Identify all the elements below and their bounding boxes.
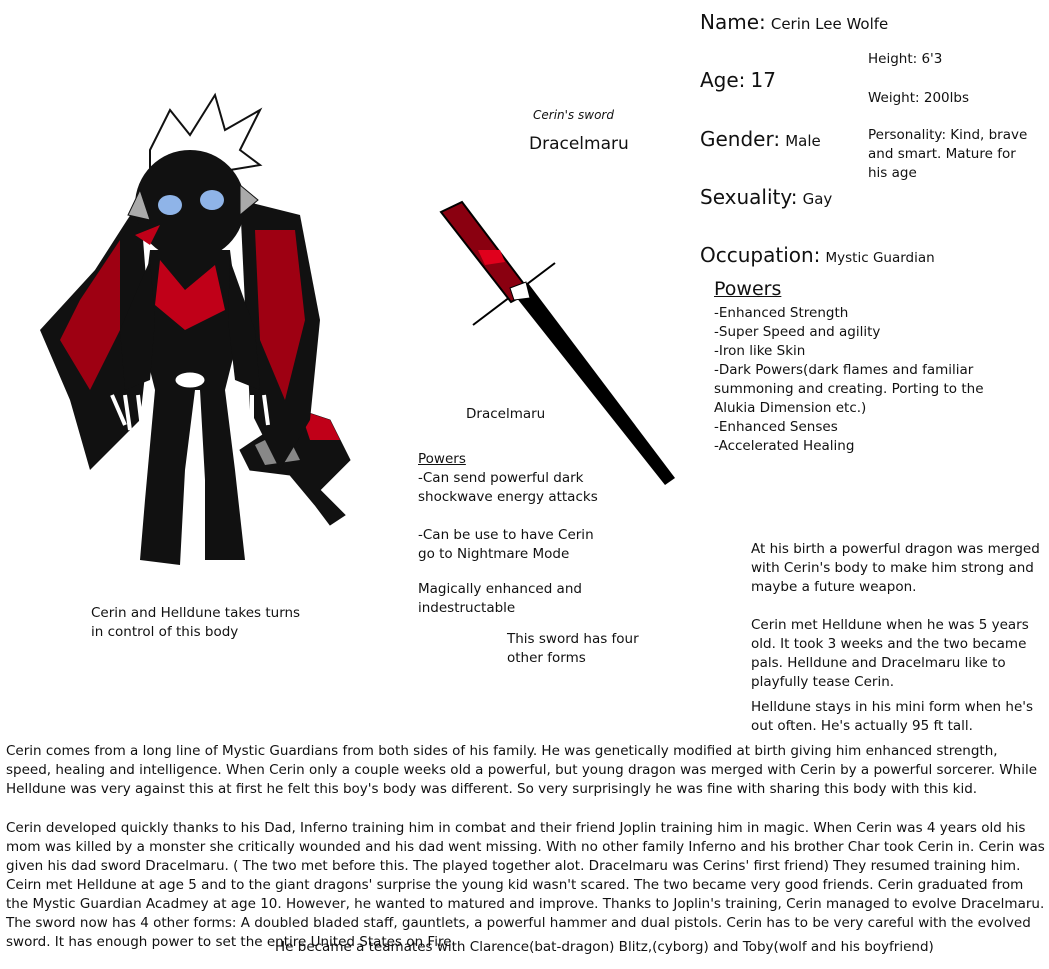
left-leg (140, 390, 195, 565)
height: Height: 6'3 (868, 51, 943, 67)
bio-paragraph-1: Cerin comes from a long line of Mystic Guardians from both sides of his family. He was genetically modified at birth giving him enhanced strength, speed, healing and intelligence. When Cerin only a couple weeks old a powerful, but young dragon was merged with Cerin by a powerful sorcerer. While Helldune was very against this at first he felt this boy's body was different. So very surprisingly he was fine with sharing this body with this kid. (6, 743, 1037, 797)
right-eye (200, 190, 224, 210)
power-item: -Dark Powers(dark flames and familiar summoning and creating. Porting to the Alukia Dimension etc.) (714, 362, 984, 416)
sexuality-row (700, 185, 832, 209)
sexuality-label: Sexuality: (700, 185, 798, 209)
sword-power-shockwave: -Can send powerful dark shockwave energy attacks (418, 470, 598, 505)
occupation-value: Mystic Guardian (825, 250, 935, 266)
power-item: -Iron like Skin (714, 343, 806, 359)
sword-title: Dracelmaru (529, 134, 629, 154)
bio-teammates: He became a teamates with Clarence(bat-dragon) Blitz,(cyborg) and Toby(wolf and his boyfriend) (275, 939, 934, 955)
powers-list (714, 304, 994, 456)
power-item: -Enhanced Senses (714, 419, 838, 435)
gender-value: Male (785, 132, 821, 150)
name-label: Name: (700, 10, 766, 34)
age-value: 17 (750, 68, 776, 92)
met-note: Cerin met Helldune when he was 5 years old. It took 3 weeks and the two became pals. Helldune and Dracelmaru like to playfully tease Cerin. (751, 617, 1029, 690)
powers-heading: Powers (714, 278, 782, 300)
personality: Personality: Kind, brave and smart. Mature for his age (868, 127, 1028, 181)
sword-power-indestructible: Magically enhanced and indestructable (418, 581, 582, 616)
occupation-label: Occupation: (700, 243, 821, 267)
left-eye (158, 195, 182, 215)
weight: Weight: 200lbs (868, 90, 969, 106)
power-item: -Super Speed and agility (714, 324, 881, 340)
mini-form-note: Helldune stays in his mini form when he's out often. He's actually 95 ft tall. (751, 699, 1034, 734)
age-label: Age: (700, 68, 746, 92)
age-row (700, 68, 776, 92)
sword-powers-heading: Powers (418, 451, 466, 467)
sword-label: Dracelmaru (466, 406, 546, 422)
gender-label: Gender: (700, 127, 781, 151)
bio-paragraph-2: Cerin developed quickly thanks to his Dad, Inferno training him in combat and their friend Joplin training him in magic. When Cerin was 4 years old his mom was killed by a monster she critically wounded and his dad went missing. With no other family Inferno and his brother Char took Cerin in. Cerin was given his dad sword Dracelmaru. ( The two met before this. The played together alot. Dracelmaru was Cerins' first friend) They resumed training him. Ceirn met Helldune at age 5 and to the giant dragons' surprise the young kid wasn't scared. The two became very good friends. Cerin graduated from the Mystic Guardian Acadmey at age 10. However, he wanted to matured and improve. Thanks to Joplin's training, Cerin managed to evolve Dracelmaru. The sword now has 4 other forms: A doubled bladed staff, gauntlets, a powerful hammer and dual pistols. Cerin has to be very careful with the evolved sword. It has enough power to set the entire United States on Fire. (6, 820, 1045, 950)
birth-note: At his birth a powerful dragon was merged with Cerin's body to make him strong and maybe a future weapon. (751, 541, 1040, 595)
sword-caption: Cerin's sword (533, 108, 614, 122)
sword-forms-note: This sword has four other forms (507, 631, 639, 666)
belly-patch (175, 372, 205, 388)
gender-row (700, 127, 821, 151)
sexuality-value: Gay (802, 190, 833, 208)
character-caption: Cerin and Helldune takes turns in control of this body (91, 605, 301, 640)
sword-power-nightmare: -Can be use to have Cerin go to Nightmare Mode (418, 527, 594, 562)
occupation-row (700, 243, 935, 268)
character-illustration (0, 90, 400, 570)
sword-powers (418, 450, 598, 618)
head (135, 150, 245, 260)
name-value: Cerin Lee Wolfe (770, 15, 889, 33)
sword-illustration (430, 190, 690, 490)
name-row (700, 10, 888, 34)
power-item: -Accelerated Healing (714, 438, 855, 454)
power-item: -Enhanced Strength (714, 305, 849, 321)
